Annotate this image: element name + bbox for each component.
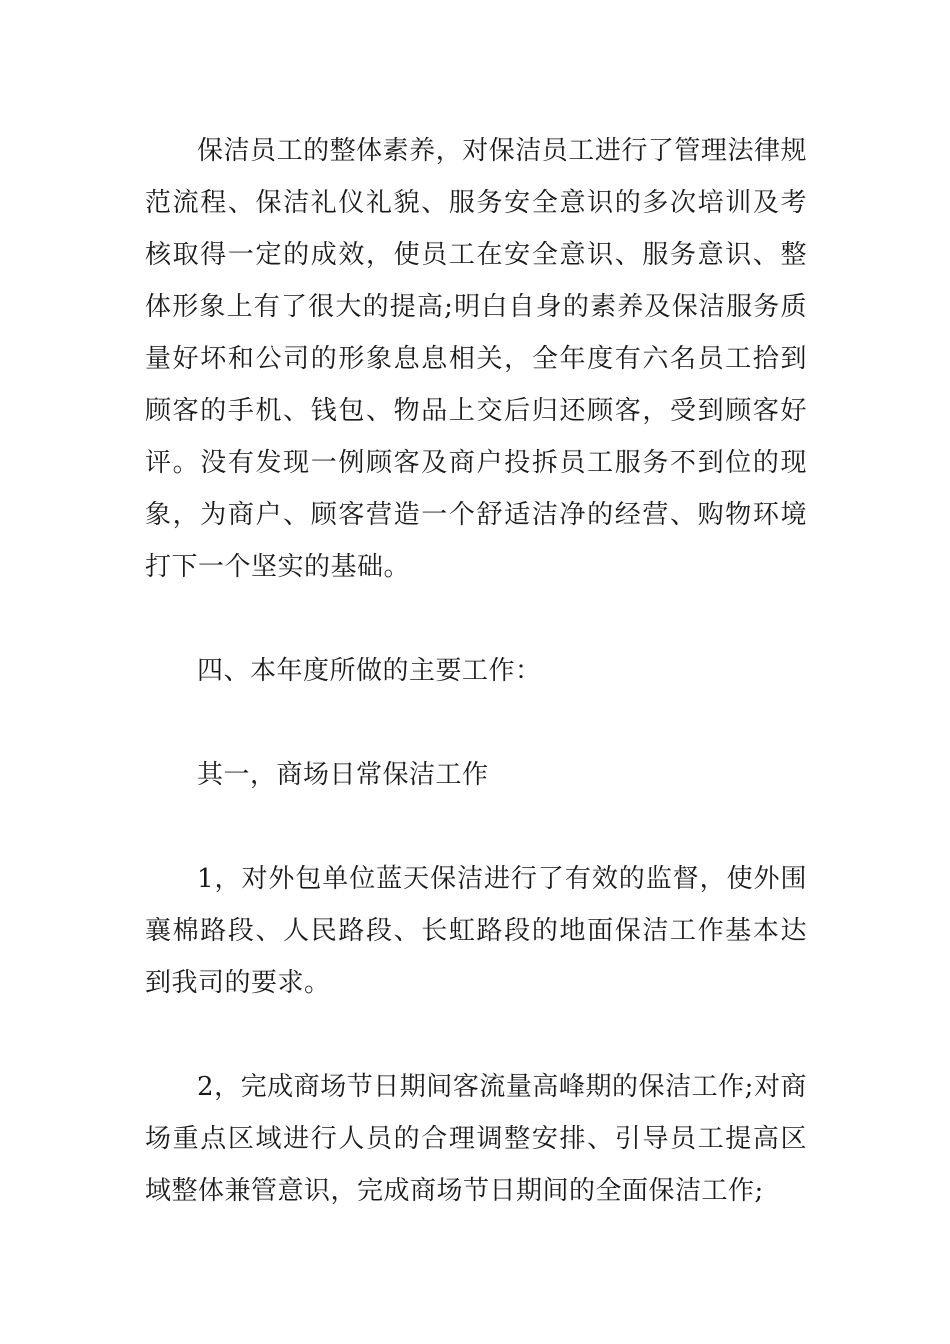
section-heading-main-work: 四、本年度所做的主要工作： xyxy=(197,656,542,686)
document-body xyxy=(145,125,807,1217)
paragraph-item-1: 1，对外包单位蓝天保洁进行了有效的监督，使外围襄棉路段、人民路段、长虹路段的地面保洁工作基本达到我司的要求。 xyxy=(145,864,807,998)
paragraph-item-2: 2，完成商场节日期间客流量高峰期的保洁工作;对商场重点区域进行人员的合理调整安排、引导员工提高区域整体兼管意识，完成商场节日期间的全面保洁工作; xyxy=(145,1072,807,1206)
subsection-heading-daily-cleaning: 其一，商场日常保洁工作 xyxy=(197,760,489,790)
paragraph-staff-quality: 保洁员工的整体素养，对保洁员工进行了管理法律规范流程、保洁礼仪礼貌、服务安全意识的多次培训及考核取得一定的成效，使员工在安全意识、服务意识、整体形象上有了很大的提高;明白自身的素养及保洁服务质量好坏和公司的形象息息相关，全年度有六名员工拾到顾客的手机、钱包、物品上交后归还顾客，受到顾客好评。没有发现一例顾客及商户投拆员工服务不到位的现象，为商户、顾客营造一个舒适洁净的经营、购物环境打下一个坚实的基础。 xyxy=(145,136,807,582)
